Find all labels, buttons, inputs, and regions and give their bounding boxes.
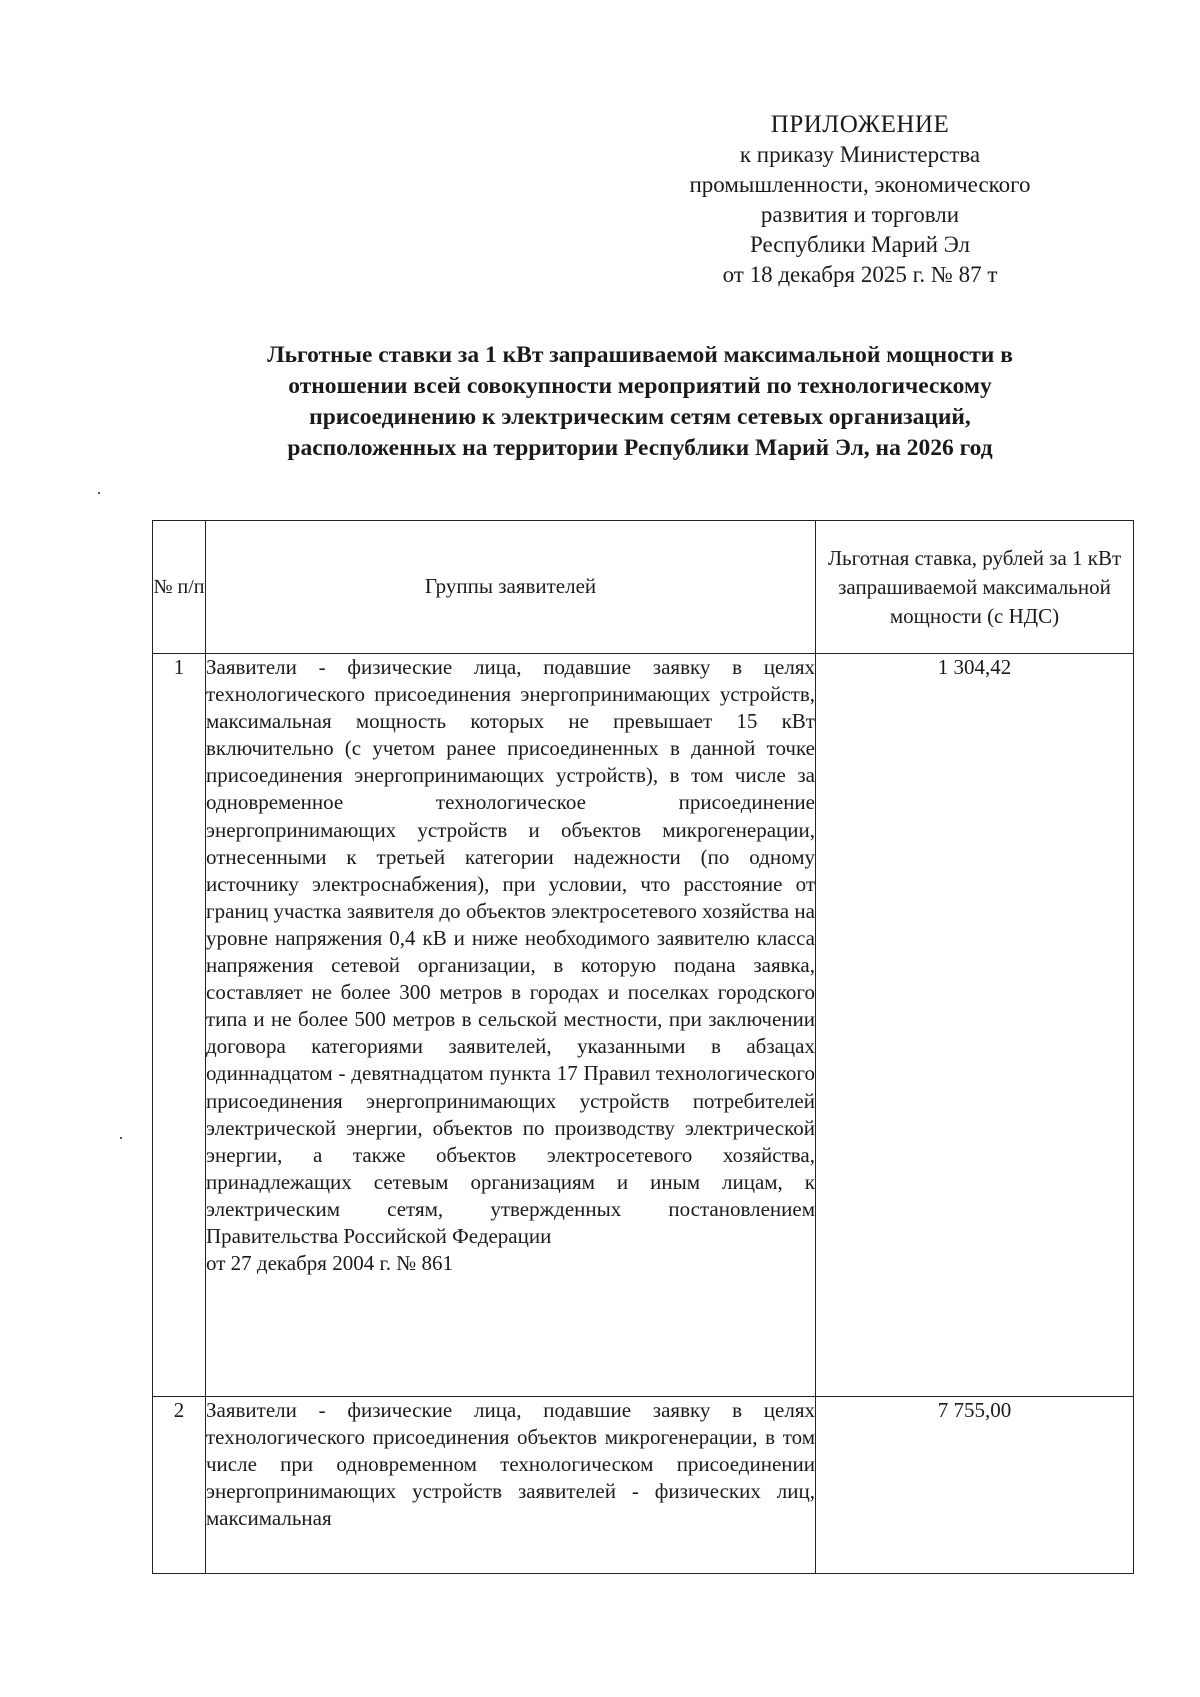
row-rate: 7 755,00 xyxy=(816,1397,1134,1574)
scan-speck xyxy=(120,1137,122,1139)
title-line: расположенных на территории Республики Марий Эл, на 2026 год xyxy=(287,435,993,461)
group-text: Заявители - физические лица, подавшие заявку в целях технологического присоединения энергопринимающих устройств, максимальная мощность которых не превышает 15 кВт включительно (с учетом ранее присоединенных в данной точке присоединения энергопринимающих устройств), в том числе за одновременное технологическое присоединение энергопринимающих устройств и объектов микрогенерации, отнесенными к третьей категории надежности (по одному источнику электроснабжения), при условии, что расстояние от границ участка заявителя до объектов электросетевого хозяйства на уровне напряжения 0,4 кВ и ниже необходимого заявителю класса напряжения сетевой организации, в которую подана заявка, составляет не более 300 метров в городах и поселках городского типа и не более 500 метров в сельской местности, при заключении договора категориями заявителей, указанными в абзацах одиннадцатом - девятнадцатом пункта 17 Правил технологического присоединения энергопринимающих устройств потребителей электрической энергии, объектов по производству электрической энергии, а также объектов электросетевого хозяйства, принадлежащих сетевым организациям и иным лицам, к электрическим сетям, утвержденных постановлением Правительства Российской Федерации xyxy=(206,655,815,1248)
row-rate: 1 304,42 xyxy=(816,654,1134,1397)
row-number: 2 xyxy=(153,1397,206,1574)
title-line: присоединению к электрическим сетям сетевых организаций, xyxy=(309,404,971,430)
header-group: Группы заявителей xyxy=(206,521,816,654)
group-text-tail: от 27 декабря 2004 г. № 861 xyxy=(206,1251,453,1276)
title-line: отношении всей совокупности мероприятий по технологическому xyxy=(288,373,992,399)
annex-line-ministry-cont: развития и торговли xyxy=(760,202,960,227)
row-group-description xyxy=(206,654,816,1397)
table-header-row xyxy=(153,521,1134,654)
row-number: 1 xyxy=(153,654,206,1397)
row-group-description xyxy=(206,1397,816,1574)
annex-line-republic: Республики Марий Эл xyxy=(749,232,971,257)
title-line: Льготные ставки за 1 кВт запрашиваемой максимальной мощности в xyxy=(267,342,1013,368)
table-row xyxy=(153,654,1134,1397)
annex-heading: ПРИЛОЖЕНИЕ xyxy=(770,111,950,138)
annex-line-date: от 18 декабря 2025 г. № 87 т xyxy=(722,262,998,287)
annex-line-ministry: промышленности, экономического xyxy=(689,172,1031,197)
annex-line-order: к приказу Министерства xyxy=(739,142,981,167)
group-text: Заявители - физические лица, подавшие заявку в целях технологического присоединения объектов микрогенерации, в том числе при одновременном технологическом присоединении энергопринимающих устройств заявителей - физических лиц, максимальная xyxy=(206,1398,815,1531)
document-title xyxy=(150,340,1130,464)
header-number: № п/п xyxy=(153,521,206,654)
header-rate: Льготная ставка, рублей за 1 кВт запрашиваемой максимальной мощности (с НДС) xyxy=(816,521,1134,654)
scan-speck xyxy=(98,492,100,494)
rates-table xyxy=(152,520,1134,1574)
table-row xyxy=(153,1397,1134,1574)
annex-header xyxy=(640,110,1080,290)
